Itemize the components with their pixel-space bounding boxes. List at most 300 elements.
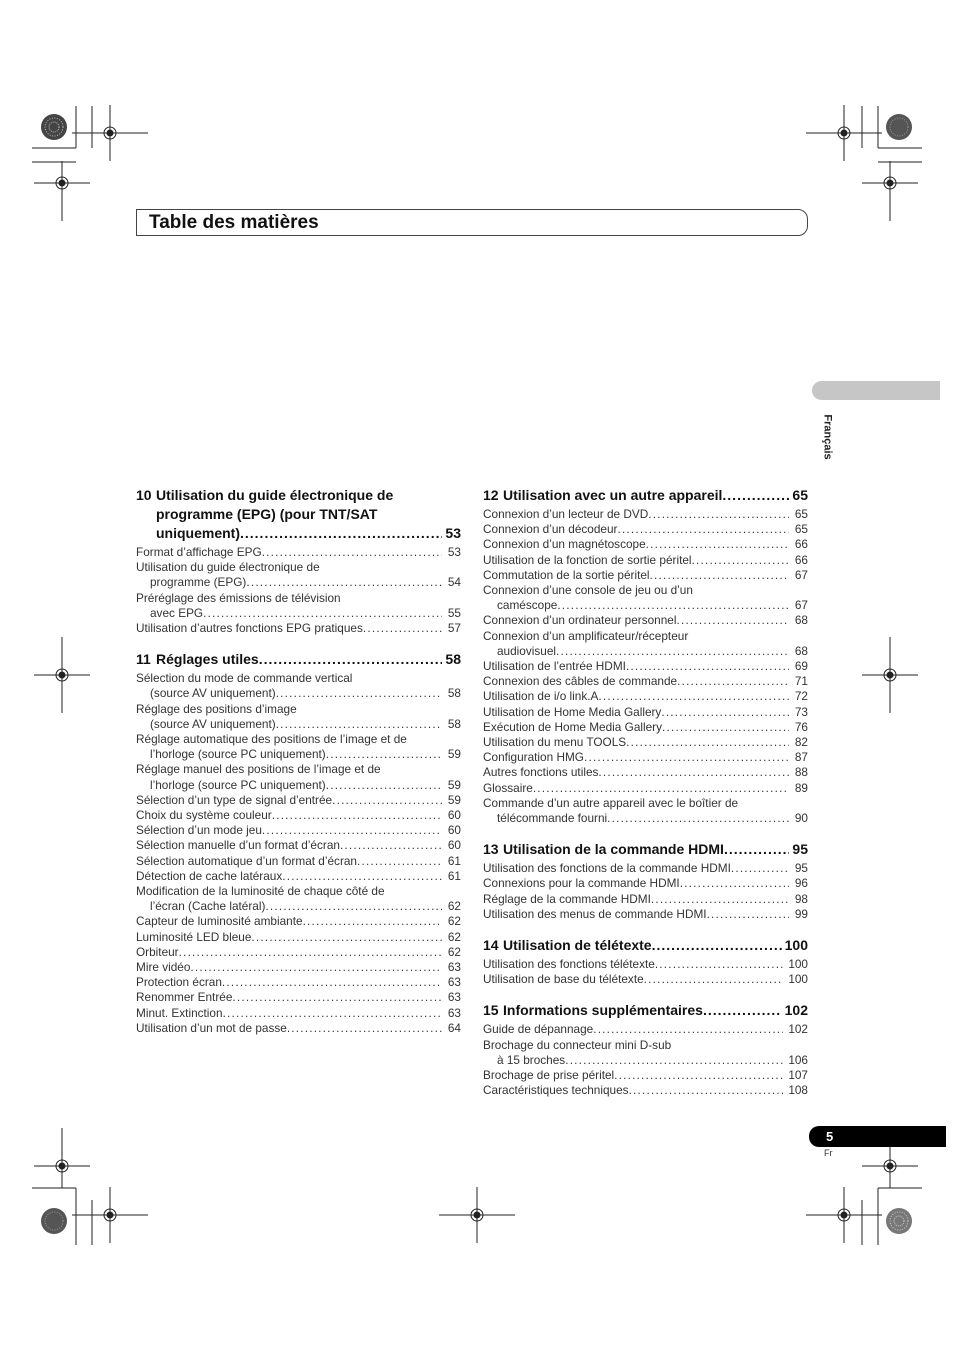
entry-line — [483, 644, 808, 659]
entry-line — [136, 747, 461, 762]
entry-text: audiovisuel — [497, 643, 557, 658]
entry-text: Utilisation de la fonction de sortie péritel — [483, 552, 692, 567]
leader-dots — [646, 537, 789, 552]
entry-line — [136, 1021, 461, 1036]
entry-line — [136, 899, 461, 914]
section-page-number: 65 — [792, 487, 808, 503]
leader-dots — [651, 892, 789, 907]
entry-line — [483, 972, 808, 987]
toc-section — [483, 840, 808, 922]
toc-entry — [136, 793, 461, 808]
entry-text: Brochage de prise péritel — [483, 1068, 615, 1083]
leader-dots — [677, 674, 789, 689]
entry-text: Utilisation des fonctions de la commande HDMI — [483, 861, 731, 876]
leader-dots — [598, 689, 789, 704]
entry-line — [136, 854, 461, 869]
toc-entry — [136, 702, 461, 732]
entry-text: Connexion d’un décodeur — [483, 522, 618, 537]
leader-dots — [731, 861, 789, 876]
entry-text: Orbiteur — [136, 944, 179, 959]
toc-entry — [136, 838, 461, 853]
entry-line — [136, 838, 461, 853]
entry-page-number: 76 — [794, 719, 808, 734]
leader-dots — [259, 650, 443, 669]
entry-line — [483, 507, 808, 522]
toc-entry — [483, 568, 808, 583]
entry-line — [136, 884, 461, 899]
leader-dots — [676, 613, 789, 628]
leader-dots — [326, 778, 442, 793]
entry-page-number: 66 — [794, 537, 808, 552]
section-title-text — [156, 524, 240, 543]
entry-line — [136, 945, 461, 960]
section-title-line — [483, 486, 808, 505]
leader-dots — [652, 936, 782, 955]
entry-text: Minut. Extinction — [136, 1005, 223, 1020]
leader-dots — [650, 568, 789, 583]
leader-dots — [565, 1053, 783, 1068]
section-page-number: 95 — [792, 841, 808, 858]
section-number: 12 — [483, 487, 499, 503]
entry-text: Réglage manuel des positions de l’image et de — [136, 762, 381, 777]
section-title-line — [136, 486, 461, 505]
entry-text: Connexion d’un lecteur de DVD — [483, 507, 649, 521]
leader-dots — [276, 717, 442, 732]
entry-text: Modification de la luminosité de chaque côté de — [136, 884, 385, 899]
toc-column-right — [483, 486, 808, 1113]
entry-line — [136, 575, 461, 590]
leader-dots — [276, 686, 442, 701]
section-title-text — [483, 936, 652, 955]
section-title-text — [483, 486, 722, 505]
entry-line — [136, 990, 461, 1005]
entry-page-number: 62 — [447, 899, 461, 914]
toc-entry — [136, 914, 461, 929]
entry-line — [136, 732, 461, 747]
entry-text: Utilisation des menus de commande HDMI — [483, 906, 707, 921]
entry-line — [483, 765, 808, 780]
toc-entry — [483, 613, 808, 628]
entry-line — [483, 811, 808, 826]
section-heading — [483, 486, 808, 505]
entry-text: avec EPG — [150, 605, 204, 620]
entry-page-number: 69 — [794, 659, 808, 674]
entry-text: Utilisation de i/o link.A — [483, 689, 599, 704]
entry-text: à 15 broches — [497, 1052, 566, 1067]
entry-line — [136, 930, 461, 945]
entry-list — [136, 545, 461, 636]
toc-entry — [483, 907, 808, 922]
leader-dots — [272, 808, 442, 823]
leader-dots — [303, 914, 442, 929]
entry-text: Utilisation du guide électronique de — [136, 560, 320, 575]
entry-page-number: 102 — [788, 1022, 808, 1037]
entry-list — [483, 507, 808, 826]
section-title-last: Informations supplémentaires — [503, 1002, 703, 1019]
entry-page-number: 60 — [447, 823, 461, 838]
leader-dots — [246, 575, 442, 590]
leader-dots — [240, 524, 442, 543]
entry-line — [136, 1006, 461, 1021]
entry-page-number: 63 — [447, 975, 461, 990]
section-number: 10 — [136, 487, 152, 503]
entry-page-number: 63 — [447, 960, 461, 975]
toc-entry — [483, 583, 808, 613]
entry-line — [483, 598, 808, 613]
entry-text: Sélection manuelle d’un format d’écran — [136, 838, 340, 853]
entry-text: Mire vidéo — [136, 960, 191, 975]
toc-entry — [483, 1022, 808, 1037]
entry-page-number: 62 — [447, 914, 461, 929]
toc-entry — [136, 1021, 461, 1036]
entry-text: Exécution de Home Media Gallery — [483, 719, 663, 734]
entry-line — [136, 762, 461, 777]
entry-list — [483, 1022, 808, 1098]
leader-dots — [287, 1021, 442, 1036]
leader-dots — [707, 907, 789, 922]
entry-text: Connexions pour la commande HDMI — [483, 876, 680, 891]
entry-page-number: 59 — [447, 792, 461, 807]
leader-dots — [179, 945, 442, 960]
leader-dots — [655, 957, 784, 972]
entry-page-number: 53 — [447, 545, 461, 559]
entry-page-number: 63 — [447, 1005, 461, 1020]
leader-dots — [680, 876, 789, 891]
entry-text: Détection de cache latéraux — [136, 868, 283, 883]
entry-text: l’horloge (source PC uniquement) — [150, 747, 326, 762]
leader-dots — [584, 750, 789, 765]
entry-text: Caractéristiques techniques — [483, 1083, 629, 1098]
section-title-line — [483, 936, 808, 955]
entry-text: Sélection d’un type de signal d’entrée — [136, 792, 333, 807]
entry-text: Luminosité LED bleue — [136, 929, 252, 944]
leader-dots — [593, 1022, 783, 1037]
section-page-number: 102 — [784, 1002, 808, 1019]
entry-text: Préréglage des émissions de télévision — [136, 590, 341, 605]
entry-text: Capteur de luminosité ambiante — [136, 914, 303, 929]
entry-line — [136, 914, 461, 929]
entry-text: Commutation de la sortie péritel — [483, 567, 650, 582]
entry-page-number: 61 — [447, 853, 461, 868]
toc-entry — [483, 1083, 808, 1098]
toc-entry — [483, 720, 808, 735]
entry-line — [483, 1068, 808, 1083]
entry-text: l’horloge (source PC uniquement) — [150, 777, 326, 792]
leader-dots — [703, 1001, 782, 1020]
toc-entry — [483, 1038, 808, 1068]
entry-page-number: 87 — [794, 750, 808, 765]
leader-dots — [556, 644, 789, 659]
entry-page-number: 73 — [794, 704, 808, 719]
leader-dots — [251, 930, 442, 945]
leader-dots — [648, 507, 789, 522]
entry-text: télécommande fourni — [497, 811, 608, 826]
entry-page-number: 58 — [447, 716, 461, 731]
entry-line — [483, 861, 808, 876]
toc-entry — [136, 990, 461, 1005]
entry-line — [483, 1053, 808, 1068]
section-heading — [483, 936, 808, 955]
entry-line — [483, 892, 808, 907]
entry-line — [483, 781, 808, 796]
entry-page-number: 62 — [447, 929, 461, 944]
entry-line — [136, 717, 461, 732]
entry-line — [136, 671, 461, 686]
entry-page-number: 72 — [794, 689, 808, 704]
language-label: Français — [821, 414, 834, 460]
toc-entry — [483, 796, 808, 826]
section-title-line — [483, 1001, 808, 1020]
toc-entry — [483, 957, 808, 972]
section-title-line — [483, 840, 808, 859]
entry-line — [483, 689, 808, 704]
section-number: 15 — [483, 1002, 499, 1019]
toc-entry — [136, 545, 461, 560]
entry-page-number: 96 — [794, 876, 808, 891]
toc-entry — [483, 705, 808, 720]
toc-entry — [483, 972, 808, 987]
entry-page-number: 58 — [447, 686, 461, 701]
entry-page-number: 60 — [447, 808, 461, 823]
toc-entry — [483, 659, 808, 674]
section-title-text — [136, 650, 259, 669]
entry-text: Connexion des câbles de commande — [483, 674, 678, 689]
entry-line — [136, 560, 461, 575]
toc-entry — [483, 507, 808, 522]
toc-entry — [483, 781, 808, 796]
entry-line — [483, 553, 808, 568]
entry-page-number: 82 — [794, 735, 808, 750]
entry-text: (source AV uniquement) — [150, 716, 276, 731]
section-title-last: uniquement) — [156, 525, 240, 541]
toc-entry — [483, 537, 808, 552]
toc-entry — [136, 854, 461, 869]
toc-entry — [136, 823, 461, 838]
entry-line — [483, 522, 808, 537]
leader-dots — [363, 621, 442, 636]
entry-line — [136, 869, 461, 884]
toc-entry — [136, 808, 461, 823]
leader-dots — [626, 735, 789, 750]
entry-line — [483, 568, 808, 583]
entry-page-number: 67 — [794, 567, 808, 582]
section-title-line — [136, 650, 461, 669]
entry-line — [483, 907, 808, 922]
toc-section — [483, 936, 808, 987]
section-title-text: Utilisation du guide électronique de — [156, 487, 394, 503]
entry-text: Réglage des positions d’image — [136, 701, 297, 716]
leader-dots — [326, 747, 442, 762]
toc-entry — [483, 750, 808, 765]
toc-entry — [136, 671, 461, 701]
leader-dots — [262, 545, 442, 560]
entry-page-number: 100 — [788, 972, 808, 987]
toc-entry — [136, 591, 461, 621]
toc-section — [136, 650, 461, 1036]
entry-text: Sélection du mode de commande vertical — [136, 671, 353, 686]
entry-line — [483, 613, 808, 628]
entry-page-number: 107 — [788, 1068, 808, 1083]
entry-text: Utilisation de base du télétexte — [483, 972, 644, 987]
entry-page-number: 98 — [794, 891, 808, 906]
entry-text: Format d’affichage EPG — [136, 545, 262, 559]
entry-text: Utilisation de l’entrée HDMI — [483, 659, 626, 674]
toc-entry — [136, 869, 461, 884]
entry-page-number: 106 — [788, 1052, 808, 1067]
entry-line — [483, 735, 808, 750]
leader-dots — [190, 960, 442, 975]
page-number: 5 — [809, 1126, 946, 1147]
leader-dots — [626, 659, 789, 674]
section-title-line — [136, 505, 461, 524]
entry-line — [136, 778, 461, 793]
toc-column-left — [136, 486, 461, 1050]
toc-entry — [136, 945, 461, 960]
entry-text: Commande d’un autre appareil avec le boîtier de — [483, 795, 739, 810]
entry-line — [483, 659, 808, 674]
entry-text: Sélection d’un mode jeu — [136, 823, 262, 838]
leader-dots — [598, 765, 789, 780]
language-tab — [812, 381, 940, 400]
entry-page-number: 89 — [794, 780, 808, 795]
toc-entry — [136, 1006, 461, 1021]
entry-page-number: 57 — [447, 621, 461, 636]
section-heading — [483, 840, 808, 859]
toc-section — [136, 486, 461, 636]
leader-dots — [629, 1083, 784, 1098]
entry-text: Autres fonctions utiles — [483, 765, 599, 780]
leader-dots — [617, 522, 789, 537]
leader-dots — [203, 606, 442, 621]
language-label-wrapper — [815, 411, 843, 471]
entry-line — [136, 545, 461, 560]
toc-entry — [483, 876, 808, 891]
toc-entry — [483, 735, 808, 750]
entry-text: Brochage du connecteur mini D-sub — [483, 1037, 672, 1052]
entry-page-number: 63 — [447, 990, 461, 1005]
leader-dots — [557, 598, 789, 613]
entry-line — [136, 823, 461, 838]
toc-entry — [136, 560, 461, 590]
entry-line — [483, 674, 808, 689]
leader-dots — [724, 840, 789, 859]
entry-text: Choix du système couleur — [136, 808, 272, 823]
entry-line — [136, 606, 461, 621]
section-title-text: programme (EPG) (pour TNT/SAT — [156, 506, 378, 522]
toc-entry — [483, 765, 808, 780]
entry-page-number: 64 — [447, 1020, 461, 1035]
entry-page-number: 95 — [794, 861, 808, 876]
entry-line — [483, 876, 808, 891]
leader-dots — [607, 811, 789, 826]
toc-entry — [483, 629, 808, 659]
entry-list — [483, 861, 808, 922]
section-number: 13 — [483, 841, 499, 858]
entry-page-number: 90 — [794, 811, 808, 826]
section-title-last: Utilisation avec un autre appareil — [503, 487, 723, 503]
entry-line — [136, 621, 461, 636]
entry-line — [483, 1038, 808, 1053]
section-heading — [483, 1001, 808, 1020]
entry-line — [136, 975, 461, 990]
entry-page-number: 88 — [794, 765, 808, 780]
toc-entry — [483, 522, 808, 537]
entry-page-number: 61 — [447, 868, 461, 883]
toc-entry — [483, 861, 808, 876]
entry-line — [483, 629, 808, 644]
entry-text: Renommer Entrée — [136, 990, 233, 1005]
entry-line — [483, 537, 808, 552]
entry-line — [483, 1083, 808, 1098]
entry-text: caméscope — [497, 598, 558, 613]
entry-text: Utilisation d’autres fonctions EPG pratiques — [136, 621, 363, 636]
entry-text: Protection écran — [136, 975, 222, 990]
entry-line — [483, 720, 808, 735]
entry-page-number: 62 — [447, 944, 461, 959]
leader-dots — [533, 781, 789, 796]
section-page-number: 58 — [445, 651, 461, 668]
leader-dots — [262, 823, 442, 838]
toc-entry — [136, 884, 461, 914]
entry-page-number: 59 — [447, 747, 461, 762]
section-title-line — [136, 524, 461, 543]
entry-page-number: 71 — [794, 674, 808, 689]
entry-line — [483, 705, 808, 720]
entry-page-number: 67 — [794, 598, 808, 613]
entry-text: Sélection automatique d’un format d’écran — [136, 853, 357, 868]
entry-page-number: 99 — [794, 906, 808, 921]
toc-section — [483, 1001, 808, 1098]
entry-text: Configuration HMG — [483, 750, 584, 765]
entry-page-number: 100 — [788, 957, 808, 972]
leader-dots — [692, 553, 789, 568]
entry-text: Utilisation du menu TOOLS — [483, 735, 627, 750]
entry-page-number: 54 — [447, 575, 461, 590]
leader-dots — [265, 899, 442, 914]
section-number: 14 — [483, 937, 499, 954]
entry-page-number: 68 — [794, 643, 808, 658]
section-page-number: 53 — [445, 525, 461, 541]
section-heading — [136, 486, 461, 543]
page-title: Table des matières — [136, 209, 808, 236]
toc-entry — [136, 732, 461, 762]
entry-page-number: 59 — [447, 777, 461, 792]
entry-page-number: 68 — [794, 613, 808, 628]
entry-text: Connexion d’un amplificateur/récepteur — [483, 628, 689, 643]
toc-entry — [136, 621, 461, 636]
toc-entry — [483, 1068, 808, 1083]
entry-line — [136, 960, 461, 975]
section-title-last: Utilisation de la commande HDMI — [503, 841, 724, 858]
toc-section — [483, 486, 808, 826]
entry-text: Connexion d’une console de jeu ou d’un — [483, 583, 693, 598]
leader-dots — [222, 975, 442, 990]
entry-line — [483, 1022, 808, 1037]
leader-dots — [722, 486, 789, 505]
section-title-text — [483, 1001, 703, 1020]
toc-entry — [483, 553, 808, 568]
entry-line — [483, 957, 808, 972]
entry-line — [136, 808, 461, 823]
toc-entry — [483, 892, 808, 907]
leader-dots — [662, 720, 789, 735]
toc-entry — [136, 960, 461, 975]
entry-line — [136, 591, 461, 606]
entry-list — [136, 671, 461, 1036]
entry-line — [136, 793, 461, 808]
section-page-number: 100 — [784, 937, 808, 954]
page-language-code: Fr — [824, 1148, 833, 1158]
